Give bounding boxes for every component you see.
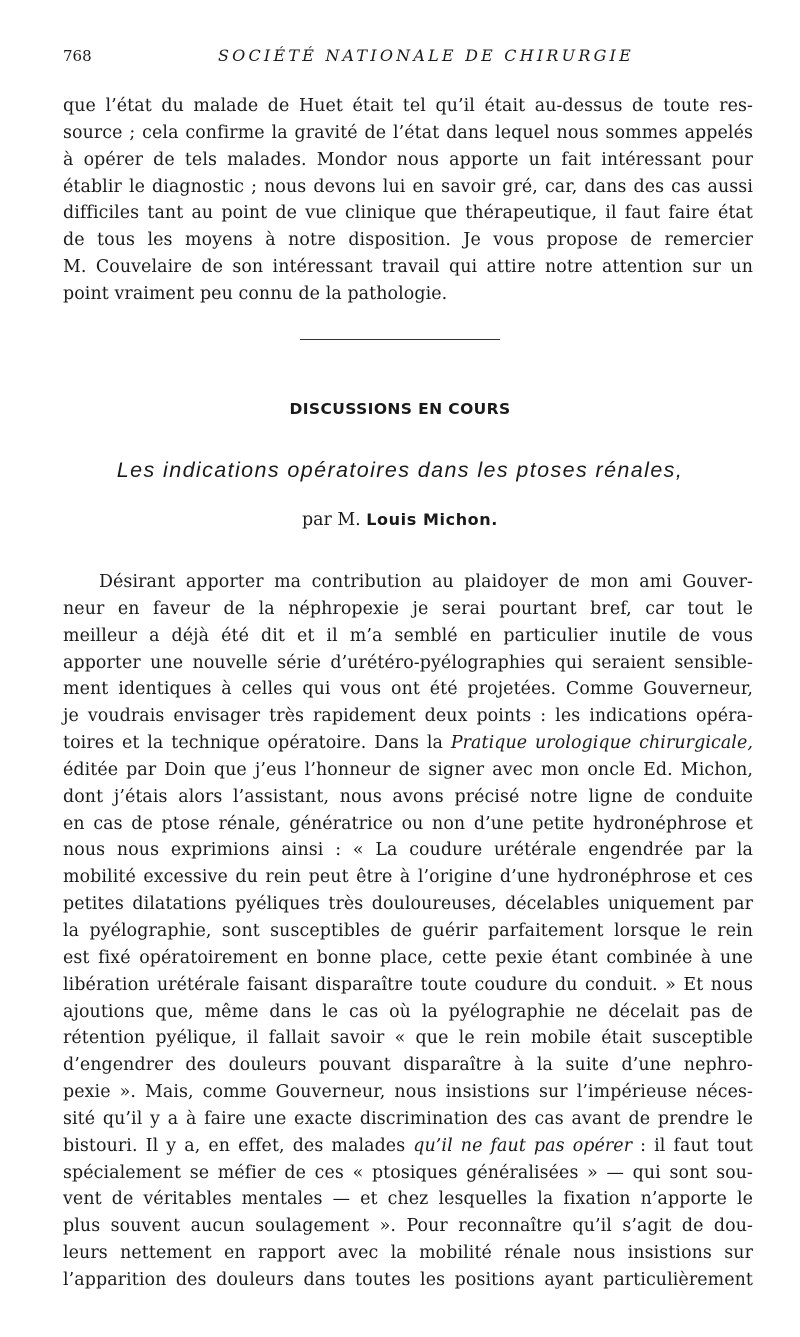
text-line: mobilité excessive du rein peut être à l’origine d’une hydronéphrose et ces	[63, 867, 753, 888]
text-line: pexie ». Mais, comme Gouverneur, nous insistions sur l’impérieuse néces-	[63, 1082, 753, 1103]
text-line: à opérer de tels malades. Mondor nous apporte un fait intéressant pour	[63, 149, 753, 170]
text-line: difficiles tant au point de vue clinique que thérapeutique, il faut faire état	[63, 203, 753, 224]
text-line: est fixé opératoirement en bonne place, cette pexie étant combinée à une	[63, 947, 753, 968]
text-line: ment identiques à celles qui vous ont été projetées. Comme Gouverneur,	[63, 679, 753, 700]
article-paragraph	[63, 569, 753, 1294]
text-line: je voudrais envisager très rapidement deux points : les indications opéra-	[63, 706, 753, 727]
text-fragment: toires et la technique opératoire. Dans la	[63, 733, 443, 754]
author-name: Louis Michon.	[366, 510, 498, 529]
text-line: spécialement se méfier de ces « ptosiques généralisées » — qui sont sou-	[63, 1162, 753, 1183]
text-line: source ; cela confirme la gravité de l’état dans lequel nous sommes appelés	[63, 122, 753, 143]
text-line: rétention pyélique, il fallait savoir « que le rein mobile était susceptible	[63, 1028, 753, 1049]
paragraph-continuation	[63, 93, 753, 308]
running-title: SOCIÉTÉ NATIONALE DE CHIRURGIE	[218, 46, 634, 65]
text-line: de tous les moyens à notre disposition. Je vous propose de remercier	[63, 230, 753, 251]
text-line: l’apparition des douleurs dans toutes les positions ayant particulièrement	[63, 1269, 753, 1290]
byline-prefix: par M.	[302, 510, 361, 530]
text-line: petites dilatations pyéliques très douloureuses, décelables uniquement par	[63, 894, 753, 915]
section-divider	[300, 339, 500, 340]
text-line: nous nous exprimions ainsi : « La coudure urétérale engendrée par la	[63, 840, 753, 861]
text-line: en cas de ptose rénale, génératrice ou non d’une petite hydronéphrose et	[63, 813, 753, 834]
byline	[0, 510, 800, 530]
text-line: d’engendrer des douleurs pouvant disparaître à la suite d’une nephro-	[63, 1055, 753, 1076]
text-line	[63, 730, 753, 757]
text-line: la pyélographie, sont susceptibles de guérir parfaitement lorsque le rein	[63, 920, 753, 941]
text-line: éditée par Doin que j’eus l’honneur de signer avec mon oncle Ed. Michon,	[63, 759, 753, 780]
text-line: plus souvent aucun soulagement ». Pour reconnaître qu’il s’agit de dou-	[63, 1216, 753, 1237]
text-line: Désirant apporter ma contribution au plaidoyer de mon ami Gouver-	[99, 572, 753, 592]
page-number: 768	[63, 47, 92, 65]
text-fragment: : il faut tout	[640, 1135, 753, 1156]
text-line: apporter une nouvelle série d’urétéro-pyélographies qui seraient sensible-	[63, 652, 753, 673]
text-line: dont j’étais alors l’assistant, nous avons précisé notre ligne de conduite	[63, 786, 753, 807]
book-title: Pratique urologique chirurgicale,	[450, 733, 753, 754]
text-line: leurs nettement en rapport avec la mobilité rénale nous insistions sur	[63, 1243, 753, 1264]
text-line: neur en faveur de la néphropexie je serai pourtant bref, car tout le	[63, 598, 753, 619]
text-line	[63, 1133, 753, 1160]
text-fragment: bistouri. Il y a, en effet, des malades	[63, 1135, 406, 1156]
text-line: que l’état du malade de Huet était tel qu’il était au-dessus de toute res-	[63, 96, 753, 116]
text-line: établir le diagnostic ; nous devons lui en savoir gré, car, dans des cas aussi	[63, 176, 753, 197]
italic-phrase: qu’il ne faut pas opérer	[413, 1135, 633, 1156]
article-title: Les indications opératoires dans les ptoses rénales,	[116, 458, 684, 482]
text-line: ajoutions que, même dans le cas où la pyélographie ne décelait pas de	[63, 1001, 753, 1022]
text-line: point vraiment peu connu de la pathologie.	[63, 283, 448, 304]
text-line: M. Couvelaire de son intéressant travail qui attire notre attention sur un	[63, 257, 753, 278]
text-line: libération urétérale faisant disparaître toute coudure du conduit. » Et nous	[63, 974, 753, 995]
section-heading: DISCUSSIONS EN COURS	[289, 400, 511, 418]
text-line: sité qu’il y a à faire une exacte discrimination des cas avant de prendre le	[63, 1108, 753, 1129]
text-line: vent de véritables mentales — et chez lesquelles la fixation n’apporte le	[63, 1189, 753, 1210]
text-line: meilleur a déjà été dit et il m’a semblé en particulier inutile de vous	[63, 625, 753, 646]
page-header	[63, 47, 763, 73]
